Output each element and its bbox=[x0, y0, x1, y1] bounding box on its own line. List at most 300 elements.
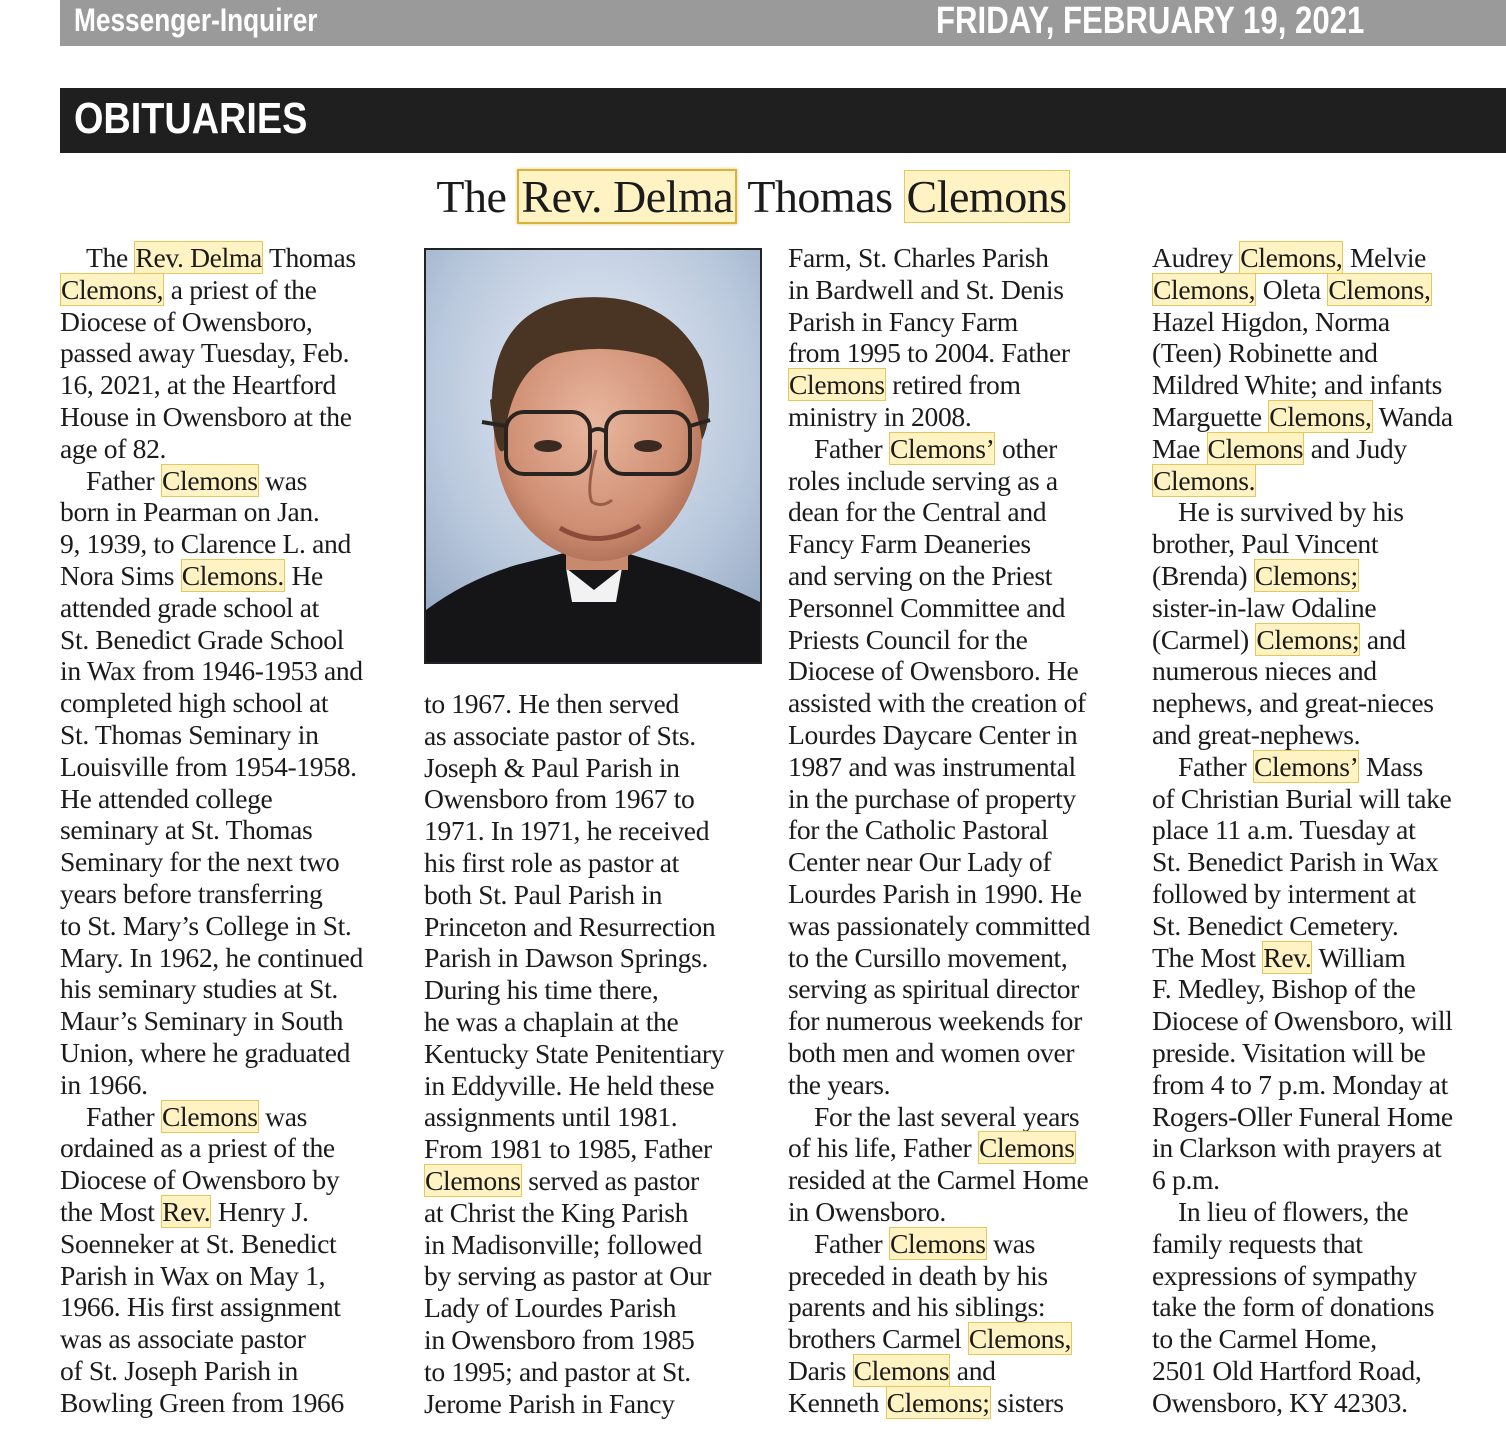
portrait-image bbox=[426, 250, 760, 662]
text-line bbox=[788, 878, 1090, 910]
text-segment: Lourdes Parish in 1990. He bbox=[788, 877, 1082, 909]
text-segment: brothers Carmel bbox=[788, 1323, 968, 1355]
text-line bbox=[60, 751, 363, 783]
column-2 bbox=[424, 688, 724, 1419]
text-line bbox=[1152, 592, 1453, 624]
text-segment: in Owensboro. bbox=[788, 1195, 946, 1227]
text-line bbox=[60, 1355, 363, 1387]
text-segment: in Madisonville; followed bbox=[424, 1228, 702, 1260]
highlighted-term: Clemons’ bbox=[889, 432, 995, 464]
text-line bbox=[1152, 1005, 1453, 1037]
text-line bbox=[60, 560, 363, 592]
text-segment: Rogers-Oller Funeral Home bbox=[1152, 1100, 1453, 1132]
text-line bbox=[1152, 274, 1453, 306]
text-line bbox=[788, 528, 1090, 560]
text-segment: 6 p.m. bbox=[1152, 1164, 1220, 1196]
text-line bbox=[788, 624, 1090, 656]
text-segment: Louisville from 1954-1958. bbox=[60, 750, 357, 782]
text-line bbox=[424, 1324, 724, 1356]
text-segment: 2501 Old Hartford Road, bbox=[1152, 1354, 1422, 1386]
text-line bbox=[424, 911, 724, 943]
text-line bbox=[1152, 242, 1453, 274]
text-segment: In lieu of flowers, the bbox=[1178, 1195, 1409, 1227]
text-segment: St. Benedict Parish in Wax bbox=[1152, 846, 1439, 878]
text-line bbox=[60, 1132, 363, 1164]
text-line bbox=[60, 719, 363, 751]
highlighted-term: Clemons. bbox=[181, 559, 284, 591]
text-segment: Father bbox=[814, 432, 889, 464]
text-line bbox=[1152, 719, 1453, 751]
text-segment: 1987 and was instrumental bbox=[788, 750, 1076, 782]
text-segment: roles include serving as a bbox=[788, 464, 1058, 496]
text-line bbox=[788, 687, 1090, 719]
text-segment: Owensboro, KY 42303. bbox=[1152, 1386, 1408, 1418]
highlighted-term: Clemons, bbox=[1269, 400, 1372, 432]
text-line bbox=[60, 624, 363, 656]
text-segment: assisted with the creation of bbox=[788, 687, 1086, 719]
text-line bbox=[788, 1387, 1090, 1419]
text-line bbox=[424, 1292, 724, 1324]
text-line bbox=[1152, 337, 1453, 369]
text-line bbox=[1152, 401, 1453, 433]
text-segment: Bowling Green from 1966 bbox=[60, 1386, 344, 1418]
text-line bbox=[60, 878, 363, 910]
text-line bbox=[60, 433, 363, 465]
text-segment: seminary at St. Thomas bbox=[60, 814, 313, 846]
text-segment: St. Benedict Grade School bbox=[60, 623, 344, 655]
text-line bbox=[788, 846, 1090, 878]
highlighted-term: Rev. Delma bbox=[135, 242, 262, 273]
text-line bbox=[1152, 910, 1453, 942]
text-line bbox=[60, 592, 363, 624]
text-line bbox=[60, 1228, 363, 1260]
text-segment: Kenneth bbox=[788, 1386, 886, 1418]
text-segment: (Brenda) bbox=[1152, 559, 1254, 591]
text-line bbox=[60, 337, 363, 369]
text-line bbox=[788, 592, 1090, 624]
text-segment: 1971. In 1971, he received bbox=[424, 815, 710, 847]
text-segment: Seminary for the next two bbox=[60, 846, 340, 878]
text-segment: (Teen) Robinette and bbox=[1152, 337, 1378, 369]
text-line bbox=[788, 783, 1090, 815]
text-segment: Father bbox=[86, 464, 161, 496]
text-line bbox=[1152, 1228, 1453, 1260]
text-segment: to the Carmel Home, bbox=[1152, 1323, 1377, 1355]
text-segment: Henry J. bbox=[211, 1195, 309, 1227]
paper-name: Messenger-Inquirer bbox=[74, 2, 318, 38]
section-title: OBITUARIES bbox=[74, 94, 308, 143]
text-line bbox=[788, 369, 1090, 401]
masthead-bar bbox=[60, 0, 1506, 46]
text-line bbox=[788, 1132, 1090, 1164]
text-segment: for numerous weekends for bbox=[788, 1005, 1082, 1037]
text-line bbox=[60, 783, 363, 815]
text-segment: Parish in Wax on May 1, bbox=[60, 1259, 326, 1291]
text-segment: family requests that bbox=[1152, 1227, 1363, 1259]
text-segment: parents and his siblings: bbox=[788, 1291, 1046, 1323]
text-segment: Personnel Committee and bbox=[788, 591, 1066, 623]
text-segment: age of 82. bbox=[60, 432, 167, 464]
text-segment: from 4 to 7 p.m. Monday at bbox=[1152, 1068, 1448, 1100]
text-line bbox=[424, 720, 724, 752]
text-segment: From 1981 to 1985, Father bbox=[424, 1133, 712, 1165]
text-segment: of Christian Burial will take bbox=[1152, 782, 1452, 814]
text-segment: for the Catholic Pastoral bbox=[788, 814, 1049, 846]
text-segment: He bbox=[284, 559, 323, 591]
text-line bbox=[60, 687, 363, 719]
text-line bbox=[788, 306, 1090, 338]
text-segment: in Owensboro from 1985 bbox=[424, 1323, 695, 1355]
text-line bbox=[424, 879, 724, 911]
text-segment: from 1995 to 2004. Father bbox=[788, 337, 1070, 369]
text-segment: served as pastor bbox=[521, 1164, 699, 1196]
highlighted-term: Clemons, bbox=[61, 273, 164, 305]
text-line bbox=[788, 401, 1090, 433]
text-line bbox=[424, 1101, 724, 1133]
text-segment: Melvie bbox=[1343, 242, 1427, 273]
text-line bbox=[788, 242, 1090, 274]
text-segment: in Wax from 1946-1953 and bbox=[60, 655, 363, 687]
highlighted-term: Clemons; bbox=[886, 1386, 990, 1418]
text-line bbox=[424, 1006, 724, 1038]
text-segment: assignments until 1981. bbox=[424, 1101, 678, 1133]
text-segment: House in Owensboro at the bbox=[60, 400, 352, 432]
text-segment: St. Benedict Cemetery. bbox=[1152, 909, 1399, 941]
text-line bbox=[1152, 942, 1453, 974]
text-segment: in Eddyville. He held these bbox=[424, 1069, 715, 1101]
text-segment: Thomas bbox=[262, 242, 356, 273]
text-line bbox=[1152, 528, 1453, 560]
text-segment: Father bbox=[1178, 750, 1253, 782]
text-line bbox=[60, 1005, 363, 1037]
text-segment: and bbox=[1360, 623, 1406, 655]
highlighted-term: Clemons, bbox=[1153, 273, 1256, 305]
text-segment: was bbox=[986, 1227, 1036, 1259]
text-segment: 9, 1939, to Clarence L. and bbox=[60, 528, 351, 560]
text-line bbox=[788, 814, 1090, 846]
text-segment: in Bardwell and St. Denis bbox=[788, 273, 1064, 305]
text-segment: to St. Mary’s College in St. bbox=[60, 909, 352, 941]
text-segment: nephews, and great-nieces bbox=[1152, 687, 1434, 719]
text-segment: completed high school at bbox=[60, 687, 329, 719]
highlighted-term: Clemons bbox=[978, 1132, 1075, 1164]
text-line bbox=[1152, 624, 1453, 656]
text-line bbox=[60, 306, 363, 338]
highlighted-term: Clemons, bbox=[968, 1323, 1072, 1355]
text-segment: Farm, St. Charles Parish bbox=[788, 242, 1049, 273]
highlighted-term: Clemons; bbox=[1256, 623, 1360, 655]
text-line bbox=[424, 1229, 724, 1261]
text-segment: preceded in death by his bbox=[788, 1259, 1048, 1291]
text-segment: by serving as pastor at Our bbox=[424, 1260, 712, 1292]
issue-date: FRIDAY, FEBRUARY 19, 2021 bbox=[935, 0, 1364, 42]
text-segment: Daris bbox=[788, 1354, 853, 1386]
text-segment: place 11 a.m. Tuesday at bbox=[1152, 814, 1416, 846]
text-segment: Father bbox=[86, 1100, 161, 1132]
text-segment: followed by interment at bbox=[1152, 877, 1416, 909]
highlighted-term: Clemons, bbox=[1240, 242, 1343, 273]
text-segment: Mass bbox=[1359, 750, 1423, 782]
text-segment: passed away Tuesday, Feb. bbox=[60, 337, 350, 369]
text-segment: his seminary studies at St. bbox=[60, 973, 338, 1005]
text-line bbox=[424, 1070, 724, 1102]
text-line bbox=[788, 719, 1090, 751]
text-segment: Diocese of Owensboro, will bbox=[1152, 1005, 1453, 1037]
highlighted-term: Clemons, bbox=[1328, 273, 1431, 305]
text-line bbox=[60, 814, 363, 846]
text-line bbox=[788, 1355, 1090, 1387]
text-line bbox=[1152, 846, 1453, 878]
text-segment: attended grade school at bbox=[60, 591, 319, 623]
text-line bbox=[1152, 973, 1453, 1005]
text-line bbox=[60, 1101, 363, 1133]
text-segment: Diocese of Owensboro, bbox=[60, 305, 313, 337]
text-segment: to the Cursillo movement, bbox=[788, 941, 1068, 973]
text-line bbox=[60, 1323, 363, 1355]
text-segment: a priest of the bbox=[164, 273, 317, 305]
text-line bbox=[60, 465, 363, 497]
text-line bbox=[1152, 687, 1453, 719]
text-line bbox=[60, 1164, 363, 1196]
text-line bbox=[1152, 1387, 1453, 1419]
text-line bbox=[60, 846, 363, 878]
text-line bbox=[1152, 751, 1453, 783]
text-segment: take the form of donations bbox=[1152, 1291, 1435, 1323]
highlighted-term: Clemons’ bbox=[1253, 750, 1359, 782]
text-line bbox=[1152, 783, 1453, 815]
highlighted-term: Clemons bbox=[889, 1227, 986, 1259]
text-segment: sisters bbox=[990, 1386, 1064, 1418]
text-segment: of his life, Father bbox=[788, 1132, 978, 1164]
text-line bbox=[1152, 1291, 1453, 1323]
text-line bbox=[424, 1038, 724, 1070]
text-segment: 16, 2021, at the Heartford bbox=[60, 369, 336, 401]
text-segment: Mildred White; and infants bbox=[1152, 369, 1443, 401]
text-line bbox=[424, 1197, 724, 1229]
text-segment: Marguette bbox=[1152, 400, 1269, 432]
text-line bbox=[424, 942, 724, 974]
text-line bbox=[60, 1260, 363, 1292]
text-segment: expressions of sympathy bbox=[1152, 1259, 1417, 1291]
text-segment: brother, Paul Vincent bbox=[1152, 528, 1379, 560]
text-line bbox=[1152, 369, 1453, 401]
highlighted-term: Clemons. bbox=[1153, 464, 1256, 496]
text-line bbox=[60, 973, 363, 1005]
text-segment: the Most bbox=[60, 1195, 162, 1227]
text-line bbox=[788, 1037, 1090, 1069]
highlighted-term: Clemons bbox=[1207, 432, 1304, 464]
highlighted-term: Rev. bbox=[1263, 941, 1312, 973]
text-line bbox=[1152, 496, 1453, 528]
text-line bbox=[60, 1387, 363, 1419]
text-line bbox=[60, 528, 363, 560]
text-segment: Lady of Lourdes Parish bbox=[424, 1292, 677, 1324]
text-segment: Fancy Farm Deaneries bbox=[788, 528, 1031, 560]
text-line bbox=[60, 942, 363, 974]
text-line bbox=[788, 337, 1090, 369]
text-segment: Maur’s Seminary in South bbox=[60, 1005, 344, 1037]
text-segment: 1966. His first assignment bbox=[60, 1291, 341, 1323]
text-segment: sister-in-law Odaline bbox=[1152, 591, 1377, 623]
text-line bbox=[60, 369, 363, 401]
text-line bbox=[60, 1069, 363, 1101]
text-segment: Parish in Dawson Springs. bbox=[424, 942, 709, 974]
text-segment: in the purchase of property bbox=[788, 782, 1076, 814]
text-line bbox=[788, 1069, 1090, 1101]
highlighted-term: Clemons bbox=[789, 369, 885, 401]
text-line bbox=[788, 1260, 1090, 1292]
text-line bbox=[788, 1228, 1090, 1260]
text-line bbox=[424, 752, 724, 784]
text-segment: was as associate pastor bbox=[60, 1323, 306, 1355]
text-line bbox=[1152, 1132, 1453, 1164]
text-line bbox=[788, 942, 1090, 974]
highlighted-term: Clemons bbox=[425, 1164, 521, 1196]
headline-highlight-name: Rev. Delma bbox=[517, 169, 737, 224]
column-3 bbox=[788, 242, 1090, 1418]
headline-mid: Thomas bbox=[747, 171, 893, 222]
text-segment: Mary. In 1962, he continued bbox=[60, 941, 363, 973]
text-segment: in 1966. bbox=[60, 1068, 148, 1100]
text-line bbox=[424, 1260, 724, 1292]
text-segment: was bbox=[258, 464, 308, 496]
text-segment: and bbox=[950, 1354, 996, 1386]
text-line bbox=[788, 1291, 1090, 1323]
text-line bbox=[60, 274, 363, 306]
text-line bbox=[788, 1101, 1090, 1133]
text-line bbox=[1152, 1037, 1453, 1069]
text-line bbox=[60, 1196, 363, 1228]
text-segment: to 1995; and pastor at St. bbox=[424, 1355, 691, 1387]
text-segment: Priests Council for the bbox=[788, 623, 1028, 655]
text-segment: serving as spiritual director bbox=[788, 973, 1079, 1005]
text-line bbox=[1152, 1164, 1453, 1196]
text-segment: as associate pastor of Sts. bbox=[424, 719, 696, 751]
text-line bbox=[788, 433, 1090, 465]
section-bar bbox=[60, 88, 1506, 153]
text-segment: Lourdes Daycare Center in bbox=[788, 718, 1078, 750]
text-segment: Hazel Higdon, Norma bbox=[1152, 305, 1390, 337]
obituary-headline bbox=[0, 170, 1506, 223]
text-line bbox=[788, 1005, 1090, 1037]
text-segment: F. Medley, Bishop of the bbox=[1152, 973, 1416, 1005]
text-line bbox=[788, 655, 1090, 687]
text-segment: Diocese of Owensboro by bbox=[60, 1164, 340, 1196]
text-segment: to 1967. He then served bbox=[424, 688, 679, 719]
text-line bbox=[424, 1356, 724, 1388]
text-segment: Kentucky State Penitentiary bbox=[424, 1037, 725, 1069]
text-line bbox=[788, 973, 1090, 1005]
text-line bbox=[424, 815, 724, 847]
obituary-photo bbox=[424, 248, 762, 664]
text-line bbox=[1152, 814, 1453, 846]
text-segment: St. Thomas Seminary in bbox=[60, 718, 319, 750]
text-line bbox=[1152, 878, 1453, 910]
text-segment: Center near Our Lady of bbox=[788, 846, 1052, 878]
text-line bbox=[424, 783, 724, 815]
text-line bbox=[788, 274, 1090, 306]
text-line bbox=[788, 910, 1090, 942]
text-segment: both St. Paul Parish in bbox=[424, 878, 663, 910]
text-line bbox=[424, 1133, 724, 1165]
text-segment: resided at the Carmel Home bbox=[788, 1164, 1089, 1196]
text-segment: Joseph & Paul Parish in bbox=[424, 751, 680, 783]
text-segment: dean for the Central and bbox=[788, 496, 1047, 528]
text-line bbox=[424, 1388, 724, 1420]
highlighted-term: Clemons bbox=[853, 1354, 950, 1386]
text-segment: numerous nieces and bbox=[1152, 655, 1377, 687]
text-segment: Mae bbox=[1152, 432, 1207, 464]
text-line bbox=[60, 401, 363, 433]
text-line bbox=[60, 910, 363, 942]
text-segment: Nora Sims bbox=[60, 559, 181, 591]
text-segment: The Most bbox=[1152, 941, 1263, 973]
text-segment: preside. Visitation will be bbox=[1152, 1036, 1426, 1068]
headline-pre: The bbox=[436, 171, 507, 222]
text-line bbox=[424, 688, 724, 720]
text-line bbox=[424, 847, 724, 879]
text-line bbox=[788, 751, 1090, 783]
text-segment: Oleta bbox=[1256, 273, 1328, 305]
text-segment: During his time there, bbox=[424, 974, 659, 1006]
text-segment: Wanda bbox=[1372, 400, 1453, 432]
text-segment: he was a chaplain at the bbox=[424, 1005, 679, 1037]
text-line bbox=[1152, 1260, 1453, 1292]
column-1 bbox=[60, 242, 363, 1418]
text-segment: at Christ the King Parish bbox=[424, 1196, 689, 1228]
text-segment: William bbox=[1312, 941, 1406, 973]
text-line bbox=[1152, 1069, 1453, 1101]
text-line bbox=[60, 242, 363, 274]
text-segment: Audrey bbox=[1152, 242, 1240, 273]
text-line bbox=[60, 655, 363, 687]
text-segment: both men and women over bbox=[788, 1036, 1075, 1068]
highlighted-term: Clemons; bbox=[1254, 559, 1358, 591]
text-segment: For the last several years bbox=[814, 1100, 1080, 1132]
text-segment: his first role as pastor at bbox=[424, 846, 679, 878]
text-segment: Princeton and Resurrection bbox=[424, 910, 716, 942]
highlighted-term: Rev. bbox=[162, 1195, 211, 1227]
text-segment: Jerome Parish in Fancy bbox=[424, 1387, 675, 1419]
highlighted-term: Clemons bbox=[161, 464, 258, 496]
text-segment: Soenneker at St. Benedict bbox=[60, 1227, 337, 1259]
text-segment: ministry in 2008. bbox=[788, 400, 972, 432]
text-line bbox=[1152, 1355, 1453, 1387]
text-segment: Diocese of Owensboro. He bbox=[788, 655, 1079, 687]
text-segment: of St. Joseph Parish in bbox=[60, 1354, 299, 1386]
text-line bbox=[788, 1164, 1090, 1196]
text-segment: in Clarkson with prayers at bbox=[1152, 1132, 1442, 1164]
text-line bbox=[1152, 306, 1453, 338]
headline-highlight-surname: Clemons bbox=[904, 170, 1070, 223]
text-segment: ordained as a priest of the bbox=[60, 1132, 335, 1164]
text-line bbox=[1152, 560, 1453, 592]
text-segment: (Carmel) bbox=[1152, 623, 1256, 655]
text-segment: and Judy bbox=[1304, 432, 1407, 464]
text-line bbox=[788, 1323, 1090, 1355]
text-segment: and great-nephews. bbox=[1152, 718, 1361, 750]
text-segment: Parish in Fancy Farm bbox=[788, 305, 1018, 337]
text-segment: and serving on the Priest bbox=[788, 559, 1053, 591]
text-line bbox=[60, 1037, 363, 1069]
text-segment: The bbox=[86, 242, 135, 273]
text-segment: retired from bbox=[885, 369, 1021, 401]
text-line bbox=[1152, 465, 1453, 497]
text-segment: He attended college bbox=[60, 782, 273, 814]
text-segment: Owensboro from 1967 to bbox=[424, 783, 695, 815]
text-line bbox=[1152, 1196, 1453, 1228]
text-segment: He is survived by his bbox=[1178, 496, 1404, 528]
